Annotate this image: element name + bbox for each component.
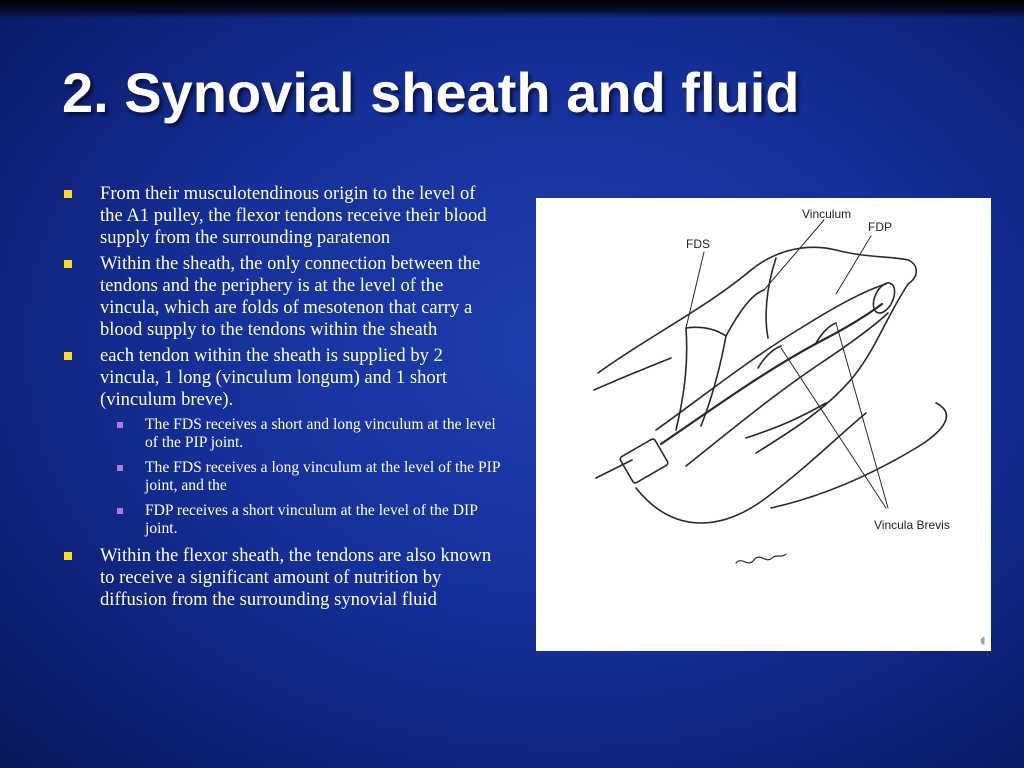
top-band [0,0,1024,18]
slide-title: 2. Synovial sheath and fluid [62,61,800,124]
bullet-text: From their musculotendinous origin to the level of the A1 pulley, the flexor tendons receive their blood supply from the surrounding paratenon [100,183,487,248]
bullet-item [62,545,502,611]
sub-bullet-item [100,459,502,495]
bullet-square-icon [64,190,72,198]
bullet-item [62,183,502,249]
edge-artifact-icon: ◖ [977,630,988,650]
bullet-text: Within the sheath, the only connection between the tendons and the periphery is at the level of the vincula, which are folds of mesotenon that carry a blood supply to the tendons within the sheath [100,253,481,340]
vinculum-longum [726,290,764,336]
label-fds: FDS [686,237,710,251]
vinculum-breve-distal [816,323,836,343]
bullet-text: Within the flexor sheath, the tendons are also known to receive a significant amount of nutrition by diffusion from the surrounding synovial fluid [100,545,492,610]
bullet-list [62,183,502,615]
palm-contour [636,413,866,523]
bullet-item [62,253,502,341]
bullet-text: each tendon within the sheath is supplied by 2 vincula, 1 long (vinculum longum) and 1 short (vinculum breve). [100,345,448,410]
leader-vinculum [764,220,824,290]
hand-contour [594,358,671,390]
label-vinculum: Vinculum [802,207,852,221]
sub-bullet-item [100,502,502,538]
sub-bullet-list [100,416,502,538]
leader-fdp [836,236,871,294]
tendon-sheath-illustration [536,198,991,651]
leader-vincula-brevis-1 [781,348,886,508]
sub-bullet-square-icon [117,465,123,471]
tendon-sheath-drawing [536,198,991,651]
sub-bullet-square-icon [117,422,123,428]
leader-vincula-brevis-2 [836,323,888,508]
fds-crossing [686,327,726,336]
leader-fds [686,252,704,328]
probe-needle [596,460,632,478]
sub-bullet-item [100,416,502,452]
label-fdp: FDP [868,220,892,234]
sheath-fold [766,258,776,338]
sub-bullet-text: FDP receives a short vinculum at the level of the DIP joint. [145,502,478,537]
sub-bullet-square-icon [117,508,123,514]
sub-bullet-text: The FDS receives a long vinculum at the level of the PIP joint, and the [145,459,500,494]
artist-signature [736,554,786,563]
bullet-square-icon [64,260,72,268]
bullet-square-icon [64,352,72,360]
bullet-square-icon [64,552,72,560]
sheath-top-edge [656,284,886,430]
label-vincula-brevis: Vincula Brevis [874,518,950,532]
fdp-tendon [661,304,882,444]
sub-bullet-text: The FDS receives a short and long vinculum at the level of the PIP joint. [145,416,496,451]
bullet-item [62,345,502,538]
